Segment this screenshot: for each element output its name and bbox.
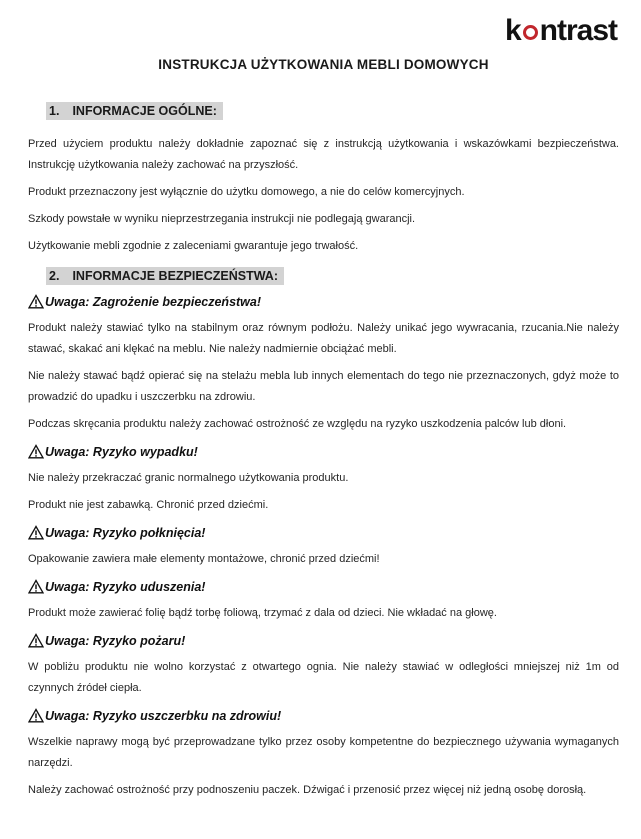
body-paragraph: Produkt może zawierać folię bądź torbę foliową, trzymać z dala od dzieci. Nie wkładać na głowę. bbox=[28, 607, 497, 619]
warning-label: Uwaga: Ryzyko pożaru! bbox=[45, 633, 186, 648]
body-paragraph: Produkt należy stawiać tylko na stabilnym oraz równym podłożu. Należy unikać jego wywracania, rzucania.Nie należy stawać, skakać ani klękać na meblu. Nie należy nadmiernie obciążać mebli. bbox=[28, 322, 619, 355]
warning-label: Uwaga: Ryzyko uduszenia! bbox=[45, 579, 206, 594]
body-paragraph: Produkt nie jest zabawką. Chronić przed dziećmi. bbox=[28, 499, 269, 511]
section-2-highlight bbox=[46, 267, 284, 285]
kontrast-logo bbox=[28, 16, 619, 46]
warning-triangle-icon bbox=[28, 708, 44, 723]
section-1-highlight bbox=[46, 102, 223, 120]
warning-label: Uwaga: Ryzyko wypadku! bbox=[45, 444, 198, 459]
warning-triangle-icon bbox=[28, 294, 44, 309]
body-paragraph: Użytkowanie mebli zgodnie z zaleceniami gwarantuje jego trwałość. bbox=[28, 240, 359, 252]
warning-triangle-icon bbox=[28, 525, 44, 540]
body-paragraph: Szkody powstałe w wyniku nieprzestrzegania instrukcji nie podlegają gwarancji. bbox=[28, 213, 416, 225]
warning-label: Uwaga: Zagrożenie bezpieczeństwa! bbox=[45, 294, 262, 309]
section-1-number: 1. bbox=[49, 104, 60, 118]
logo-text-suffix: ntrast bbox=[539, 14, 617, 47]
warning-heading bbox=[28, 579, 619, 594]
warning-heading bbox=[28, 633, 619, 648]
warning-triangle-icon bbox=[28, 444, 44, 459]
body-paragraph: Przed użyciem produktu należy dokładnie zapoznać się z instrukcją użytkowania i wskazówkami bezpieczeństwa. Instrukcję użytkowania należy zachować na przyszłość. bbox=[28, 138, 619, 171]
body-paragraph: Podczas skręcania produktu należy zachować ostrożność ze względu na ryzyko uszkodzenia palców lub dłoni. bbox=[28, 418, 567, 430]
warning-label: Uwaga: Ryzyko uszczerbku na zdrowiu! bbox=[45, 708, 282, 723]
section-2-number: 2. bbox=[49, 269, 60, 283]
warning-triangle-icon bbox=[28, 579, 44, 594]
body-paragraph: Nie należy stawać bądź opierać się na stelażu mebla lub innych elementach do tego nie przeznaczonych, gdyż może to prowadzić do upadku i uszczerbku na zdrowiu. bbox=[28, 370, 619, 403]
body-paragraph: W pobliżu produktu nie wolno korzystać z otwartego ognia. Nie należy stawiać w odległości mniejszej niż 1m od czynnych źródeł ciepła. bbox=[28, 661, 619, 694]
body-paragraph: Opakowanie zawiera małe elementy montażowe, chronić przed dziećmi! bbox=[28, 553, 380, 565]
warning-heading bbox=[28, 294, 619, 309]
body-paragraph: Produkt przeznaczony jest wyłącznie do użytku domowego, a nie do celów komercyjnych. bbox=[28, 186, 465, 198]
section-1-heading bbox=[46, 102, 619, 120]
warning-heading bbox=[28, 525, 619, 540]
logo-text-prefix: k bbox=[504, 14, 521, 47]
section-1-label: INFORMACJE OGÓLNE: bbox=[72, 104, 217, 118]
section-2-heading bbox=[46, 267, 619, 285]
warning-heading bbox=[28, 708, 619, 723]
body-paragraph: Należy zachować ostrożność przy podnoszeniu paczek. Dźwigać i przenosić przez więcej niż jedną osobę dorosłą. bbox=[28, 784, 587, 796]
warning-triangle-icon bbox=[28, 633, 44, 648]
body-paragraph: Wszelkie naprawy mogą być przeprowadzane tylko przez osoby kompetentne do bezpiecznego używania wymaganych narzędzi. bbox=[28, 736, 619, 769]
warning-label: Uwaga: Ryzyko połknięcia! bbox=[45, 525, 206, 540]
section-2-label: INFORMACJE BEZPIECZEŃSTWA: bbox=[72, 269, 278, 283]
warning-heading bbox=[28, 444, 619, 459]
body-paragraph: Nie należy przekraczać granic normalnego użytkowania produktu. bbox=[28, 472, 349, 484]
logo-o-ring-icon bbox=[523, 25, 538, 40]
document-title: INSTRUKCJA UŻYTKOWANIA MEBLI DOMOWYCH bbox=[158, 57, 489, 72]
